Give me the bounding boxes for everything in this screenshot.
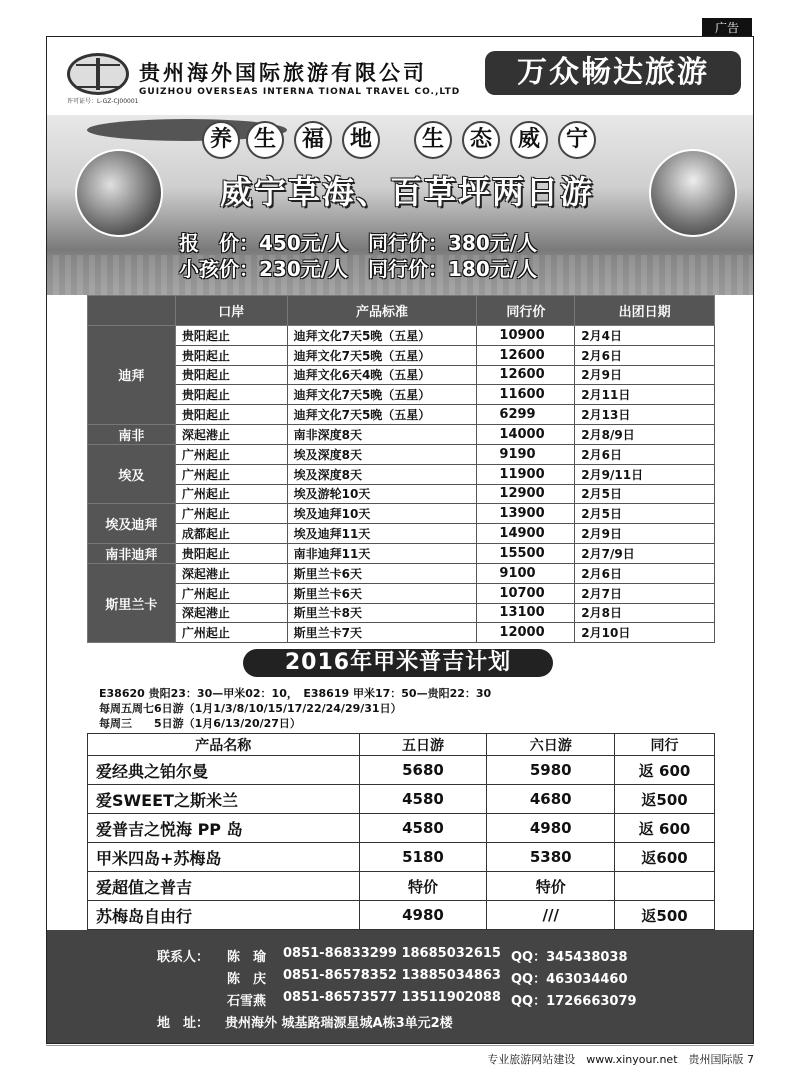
price-cell: 9190	[477, 444, 575, 464]
product-name-cell: 爱SWEET之斯米兰	[88, 785, 360, 814]
date-cell: 2月8日	[575, 603, 715, 623]
price-cell: 11900	[477, 464, 575, 484]
price-cell: 13100	[477, 603, 575, 623]
table-row	[88, 385, 715, 405]
five-day-price-cell: 特价	[359, 872, 487, 901]
five-day-price-cell: 4980	[359, 901, 487, 930]
table-row	[88, 603, 715, 623]
product-name-cell: 爱经典之铂尔曼	[88, 756, 360, 785]
six-day-price-cell: 4680	[487, 785, 615, 814]
brand-logo: 万众畅达旅游	[485, 51, 741, 95]
lake-photo	[75, 149, 163, 237]
rebate-cell: 返500	[615, 901, 715, 930]
schedule-6-day: 每周五周七6日游（1月1/3/8/10/15/17/22/24/29/31日）	[99, 702, 402, 715]
advertisement-frame	[46, 36, 754, 1044]
table-row	[88, 365, 715, 385]
contact-name: 陈 庆	[227, 972, 267, 987]
slogan-char: 宁	[558, 121, 596, 159]
rebate-cell: 返500	[615, 785, 715, 814]
ad-tag: 广告	[702, 18, 752, 38]
table-row	[88, 405, 715, 425]
table-row	[88, 464, 715, 484]
region-cell: 埃及迪拜	[88, 504, 176, 544]
date-cell: 2月9日	[575, 524, 715, 544]
globe-logo-icon	[67, 53, 129, 95]
date-cell: 2月6日	[575, 345, 715, 365]
header-cell: 口岸	[175, 296, 287, 326]
header-cell: 同行	[615, 734, 715, 756]
contact-footer	[47, 930, 753, 1044]
product-cell: 斯里兰卡7天	[287, 623, 477, 643]
page-footer-note: 专业旅游网站建设 www.xinyour.net 贵州国际版 7	[487, 1053, 754, 1066]
price-cell: 10700	[477, 583, 575, 603]
price-cell: 9100	[477, 563, 575, 583]
flight-info: E38620 贵阳23：30—甲米02：10， E38619 甲米17：50—贵阳22：30	[99, 687, 492, 700]
product-cell: 迪拜文化7天5晚（五星）	[287, 405, 477, 425]
price-line-adult: 报 价：450元/人 同行价：380元/人	[179, 231, 538, 255]
departure-cell: 广州起止	[175, 504, 287, 524]
price-cell: 12600	[477, 345, 575, 365]
departure-cell: 贵阳起止	[175, 543, 287, 563]
product-name-cell: 甲米四岛+苏梅岛	[88, 843, 360, 872]
header-cell: 同行价	[477, 296, 575, 326]
table-row	[88, 424, 715, 444]
header-cell: 五日游	[359, 734, 487, 756]
table-row	[88, 872, 715, 901]
date-cell: 2月7/9日	[575, 543, 715, 563]
header-cell: 产品名称	[88, 734, 360, 756]
region-cell: 南非迪拜	[88, 543, 176, 563]
slogan-char: 生	[414, 121, 452, 159]
rebate-cell: 返 600	[615, 814, 715, 843]
date-cell: 2月13日	[575, 405, 715, 425]
date-cell: 2月10日	[575, 623, 715, 643]
departure-cell: 深起港止	[175, 563, 287, 583]
region-cell: 南非	[88, 424, 176, 444]
slogan-char: 福	[294, 121, 332, 159]
five-day-price-cell: 4580	[359, 785, 487, 814]
six-day-price-cell: 特价	[487, 872, 615, 901]
product-cell: 埃及迪拜10天	[287, 504, 477, 524]
table-row	[88, 484, 715, 504]
date-cell: 2月8/9日	[575, 424, 715, 444]
price-cell: 12600	[477, 365, 575, 385]
slogan	[202, 121, 602, 163]
table-row	[88, 504, 715, 524]
table-row	[88, 785, 715, 814]
dubai-africa-price-table	[87, 295, 715, 643]
product-cell: 迪拜文化7天5晚（五星）	[287, 385, 477, 405]
contact-qq: QQ：345438038	[511, 950, 628, 965]
six-day-price-cell: 5380	[487, 843, 615, 872]
header-cell: 出团日期	[575, 296, 715, 326]
product-cell: 埃及深度8天	[287, 464, 477, 484]
product-cell: 斯里兰卡8天	[287, 603, 477, 623]
price-cell: 12900	[477, 484, 575, 504]
schedule-5-day: 每周三 5日游（1月6/13/20/27日）	[99, 717, 301, 730]
product-cell: 埃及迪拜11天	[287, 524, 477, 544]
price-cell: 11600	[477, 385, 575, 405]
contact-phones: 0851-86833299 18685032615	[283, 946, 501, 961]
product-cell: 迪拜文化6天4晚（五星）	[287, 365, 477, 385]
table-header-row	[88, 296, 715, 326]
departure-cell: 广州起止	[175, 484, 287, 504]
contact-label: 联系人：	[157, 950, 210, 965]
header-cell	[88, 296, 176, 326]
address: 贵州海外 城基路瑞源星城A栋3单元2楼	[225, 1016, 453, 1031]
region-cell: 迪拜	[88, 326, 176, 425]
five-day-price-cell: 5680	[359, 756, 487, 785]
departure-cell: 贵阳起止	[175, 365, 287, 385]
departure-cell: 深起港止	[175, 424, 287, 444]
slogan-char: 态	[462, 121, 500, 159]
price-line-child: 小孩价：230元/人 同行价：180元/人	[179, 257, 538, 281]
price-cell: 12000	[477, 623, 575, 643]
region-cell: 埃及	[88, 444, 176, 503]
departure-cell: 贵阳起止	[175, 405, 287, 425]
phuket-price-table	[87, 733, 715, 930]
departure-cell: 广州起止	[175, 623, 287, 643]
banner-title: 威宁草海、百草坪两日游	[219, 173, 594, 211]
header-cell: 六日游	[487, 734, 615, 756]
departure-cell: 广州起止	[175, 583, 287, 603]
date-cell: 2月9/11日	[575, 464, 715, 484]
six-day-price-cell: ///	[487, 901, 615, 930]
six-day-price-cell: 5980	[487, 756, 615, 785]
rebate-cell	[615, 872, 715, 901]
company-name-en: GUIZHOU OVERSEAS INTERNA TIONAL TRAVEL CO.,LTD	[139, 87, 461, 97]
departure-cell: 成都起止	[175, 524, 287, 544]
product-cell: 迪拜文化7天5晚（五星）	[287, 326, 477, 346]
contact-name: 石雪燕	[227, 994, 267, 1009]
five-day-price-cell: 5180	[359, 843, 487, 872]
table-row	[88, 326, 715, 346]
banner	[47, 115, 753, 295]
slogan-char: 地	[342, 121, 380, 159]
product-cell: 迪拜文化7天5晚（五星）	[287, 345, 477, 365]
six-day-price-cell: 4980	[487, 814, 615, 843]
table-row	[88, 543, 715, 563]
contact-phones: 0851-86578352 13885034863	[283, 968, 501, 983]
table-row	[88, 444, 715, 464]
price-cell: 13900	[477, 504, 575, 524]
company-name-cn: 贵州海外国际旅游有限公司	[139, 61, 427, 85]
product-name-cell: 苏梅岛自由行	[88, 901, 360, 930]
price-cell: 14000	[477, 424, 575, 444]
departure-cell: 广州起止	[175, 464, 287, 484]
table-row	[88, 345, 715, 365]
departure-cell: 广州起止	[175, 444, 287, 464]
contact-qq: QQ：1726663079	[511, 994, 637, 1009]
departure-cell: 贵阳起止	[175, 385, 287, 405]
table-row	[88, 756, 715, 785]
product-cell: 埃及游轮10天	[287, 484, 477, 504]
contact-name: 陈 瑜	[227, 950, 267, 965]
five-day-price-cell: 4580	[359, 814, 487, 843]
price-cell: 10900	[477, 326, 575, 346]
price-cell: 14900	[477, 524, 575, 544]
date-cell: 2月6日	[575, 563, 715, 583]
date-cell: 2月5日	[575, 504, 715, 524]
region-cell: 斯里兰卡	[88, 563, 176, 642]
date-cell: 2月7日	[575, 583, 715, 603]
table-row	[88, 623, 715, 643]
table-row	[88, 583, 715, 603]
date-cell: 2月9日	[575, 365, 715, 385]
product-cell: 南非深度8天	[287, 424, 477, 444]
price-cell: 15500	[477, 543, 575, 563]
bottom-divider	[46, 1045, 754, 1046]
contact-phones: 0851-86573577 13511902088	[283, 990, 501, 1005]
plan-title: 2016年甲米普吉计划	[243, 649, 553, 677]
header	[47, 37, 753, 115]
date-cell: 2月5日	[575, 484, 715, 504]
slogan-char: 生	[246, 121, 284, 159]
date-cell: 2月11日	[575, 385, 715, 405]
table-header-row	[88, 734, 715, 756]
slogan-char: 养	[202, 121, 240, 159]
departure-cell: 贵阳起止	[175, 326, 287, 346]
departure-cell: 贵阳起止	[175, 345, 287, 365]
product-cell: 斯里兰卡6天	[287, 583, 477, 603]
product-name-cell: 爱普吉之悦海 PP 岛	[88, 814, 360, 843]
table-row	[88, 814, 715, 843]
table-row	[88, 901, 715, 930]
address-label: 地 址：	[157, 1016, 210, 1031]
product-name-cell: 爱超值之普吉	[88, 872, 360, 901]
date-cell: 2月4日	[575, 326, 715, 346]
slogan-char: 威	[510, 121, 548, 159]
product-cell: 斯里兰卡6天	[287, 563, 477, 583]
header-cell: 产品标准	[287, 296, 477, 326]
table-row	[88, 843, 715, 872]
rebate-cell: 返600	[615, 843, 715, 872]
contact-qq: QQ：463034460	[511, 972, 628, 987]
product-cell: 埃及深度8天	[287, 444, 477, 464]
date-cell: 2月6日	[575, 444, 715, 464]
departure-cell: 深起港止	[175, 603, 287, 623]
product-cell: 南非迪拜11天	[287, 543, 477, 563]
price-cell: 6299	[477, 405, 575, 425]
grassland-photo	[649, 149, 737, 237]
rebate-cell: 返 600	[615, 756, 715, 785]
table-row	[88, 563, 715, 583]
license-number: 许可证号：L-GZ-CJ00001	[67, 98, 139, 105]
table-row	[88, 524, 715, 544]
